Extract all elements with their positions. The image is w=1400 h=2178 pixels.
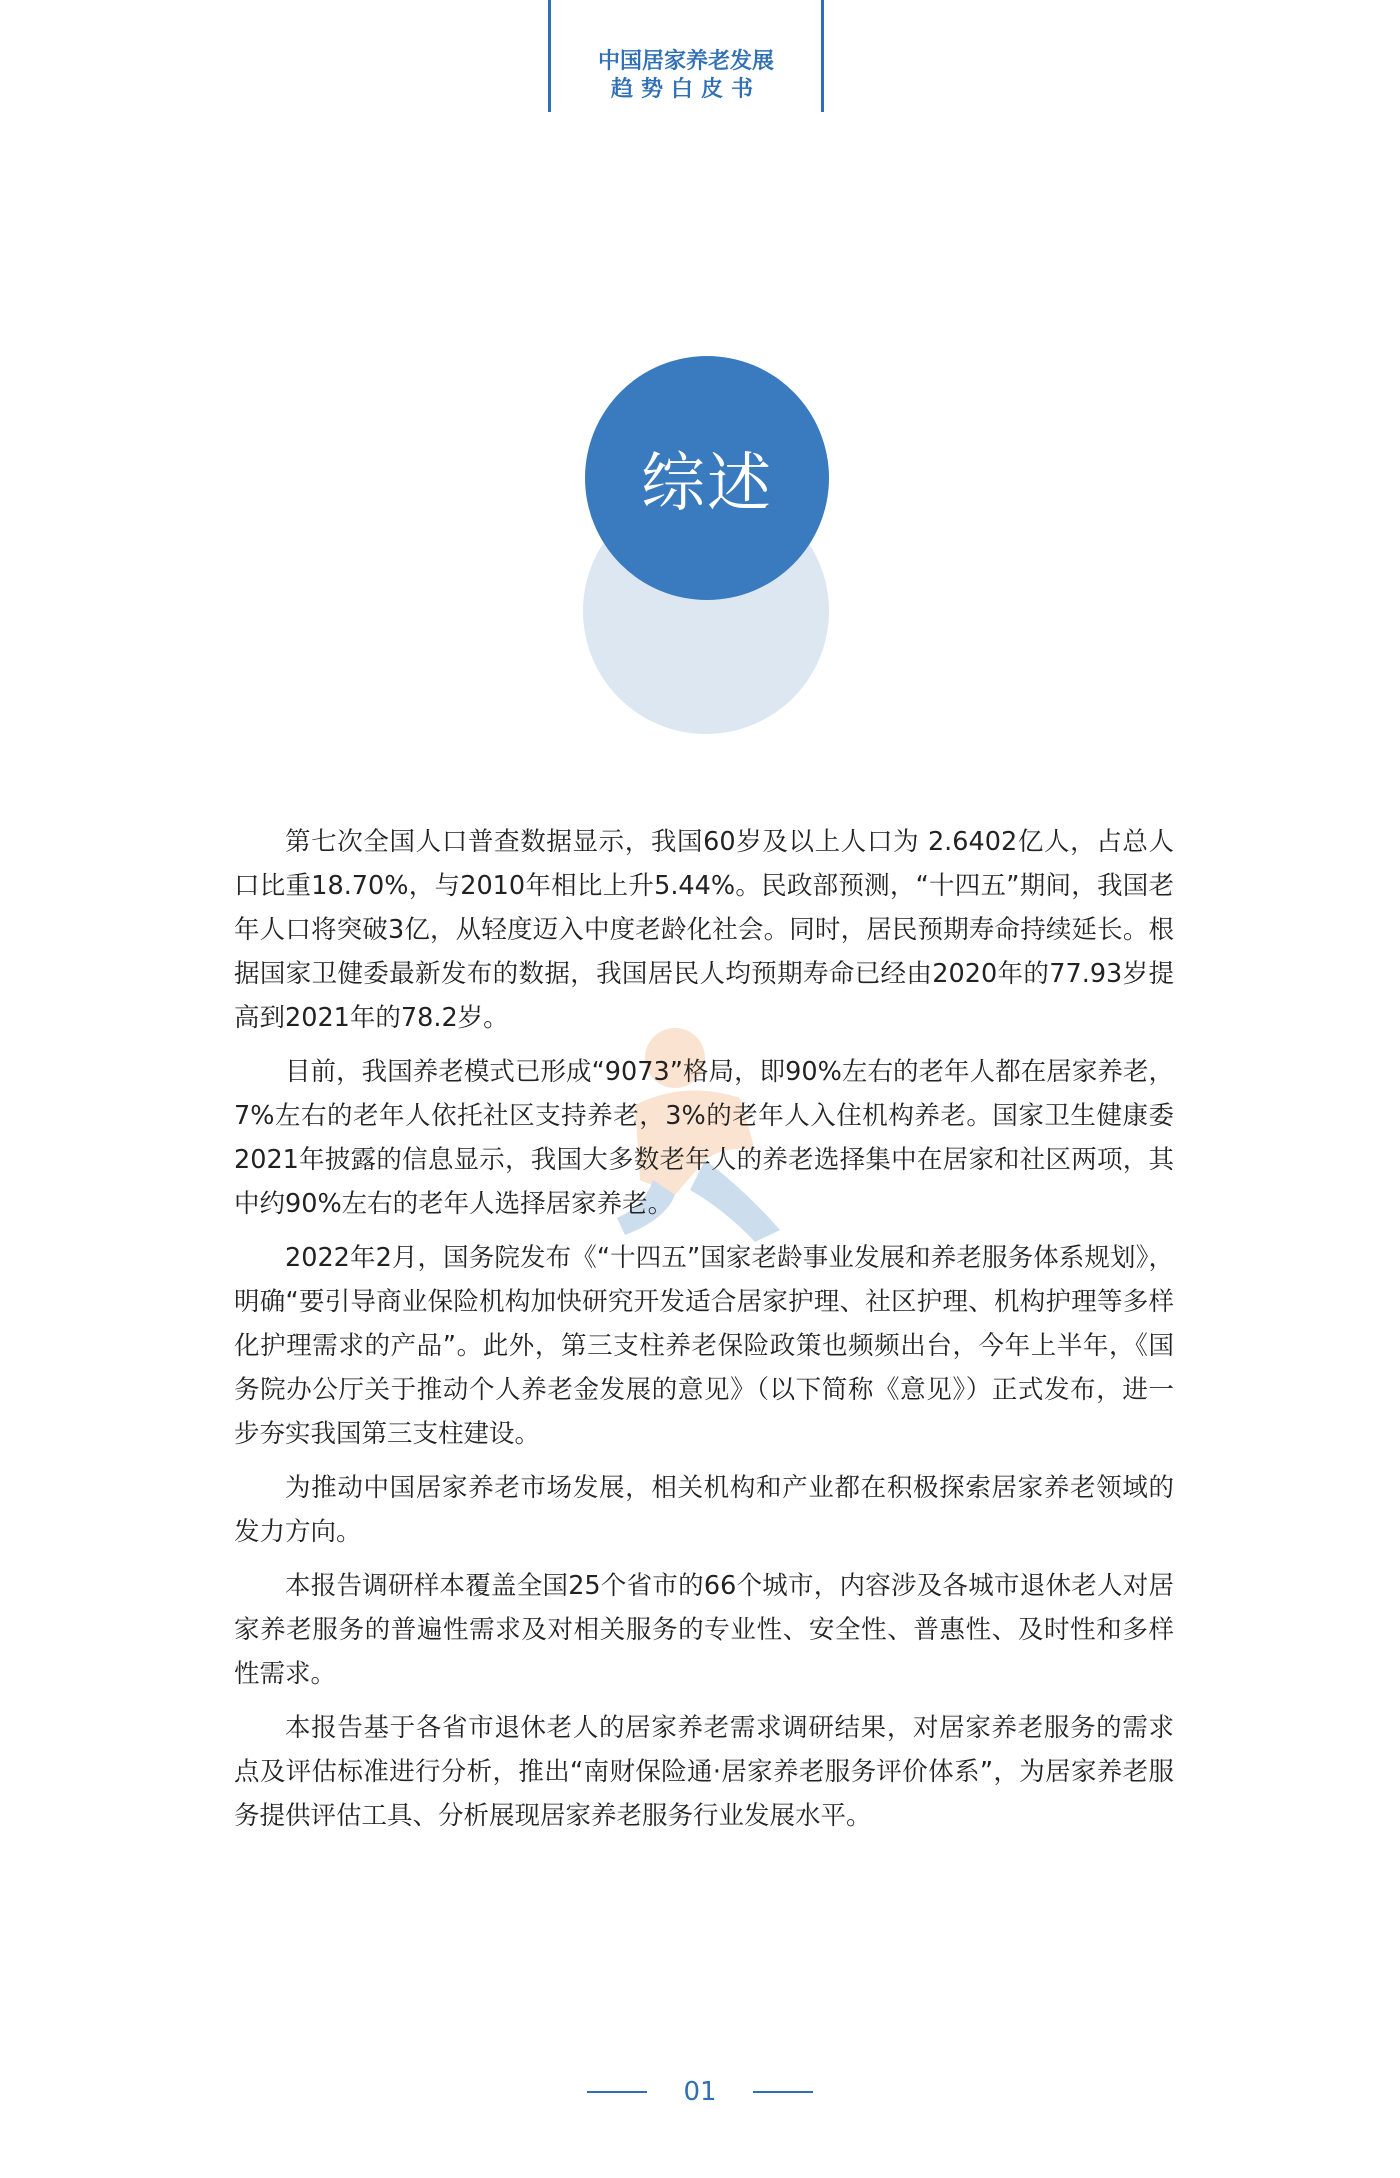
section-title-badge <box>585 356 829 600</box>
page-footer <box>0 2072 1400 2112</box>
paragraph-2: 目前，我国养老模式已形成“9073”格局，即90%左右的老年人都在居家养老，7%左右的老年人依托社区支持养老，3%的老年人入住机构养老。国家卫生健康委2021年披露的信息显示，我国大多数老年人的养老选择集中在居家和社区两项，其中约90%左右的老年人选择居家养老。 <box>234 1057 1174 1219</box>
paragraph-6: 本报告基于各省市退休老人的居家养老需求调研结果，对居家养老服务的需求点及评估标准进行分析，推出“南财保险通·居家养老服务评价体系”，为居家养老服务提供评估工具、分析展现居家养老服务行业发展水平。 <box>234 1713 1174 1831</box>
footer-line-left <box>587 2091 647 2093</box>
page-number: 01 <box>683 2077 717 2107</box>
paragraph-5: 本报告调研样本覆盖全国25个省市的66个城市，内容涉及各城市退休老人对居家养老服务的普遍性需求及对相关服务的专业性、安全性、普惠性、及时性和多样性需求。 <box>234 1571 1174 1689</box>
paragraph-3: 2022年2月，国务院发布《“十四五”国家老龄事业发展和养老服务体系规划》，明确“要引导商业保险机构加快研究开发适合居家护理、社区护理、机构护理等多样化护理需求的产品”。此外，第三支柱养老保险政策也频频出台，今年上半年，《国务院办公厅关于推动个人养老金发展的意见》（以下简称《意见》）正式发布，进一步夯实我国第三支柱建设。 <box>234 1243 1174 1449</box>
paragraph-1: 第七次全国人口普查数据显示，我国60岁及以上人口为 2.6402亿人，占总人口比重18.70%，与2010年相比上升5.44%。民政部预测，“十四五”期间，我国老年人口将突破3亿，从轻度迈入中度老龄化社会。同时，居民预期寿命持续延长。根据国家卫健委最新发布的数据，我国居民人均预期寿命已经由2020年的77.93岁提高到2021年的78.2岁。 <box>234 827 1174 1033</box>
header-title-line1: 中国居家养老发展 <box>597 49 774 74</box>
header-tab <box>548 0 824 112</box>
footer-line-right <box>753 2091 813 2093</box>
body-text <box>234 820 1174 1838</box>
section-title: 综述 <box>641 447 773 521</box>
header-title-line2: 趋势白皮书 <box>610 77 761 102</box>
paragraph-4: 为推动中国居家养老市场发展，相关机构和产业都在积极探索居家养老领域的发力方向。 <box>234 1473 1174 1547</box>
